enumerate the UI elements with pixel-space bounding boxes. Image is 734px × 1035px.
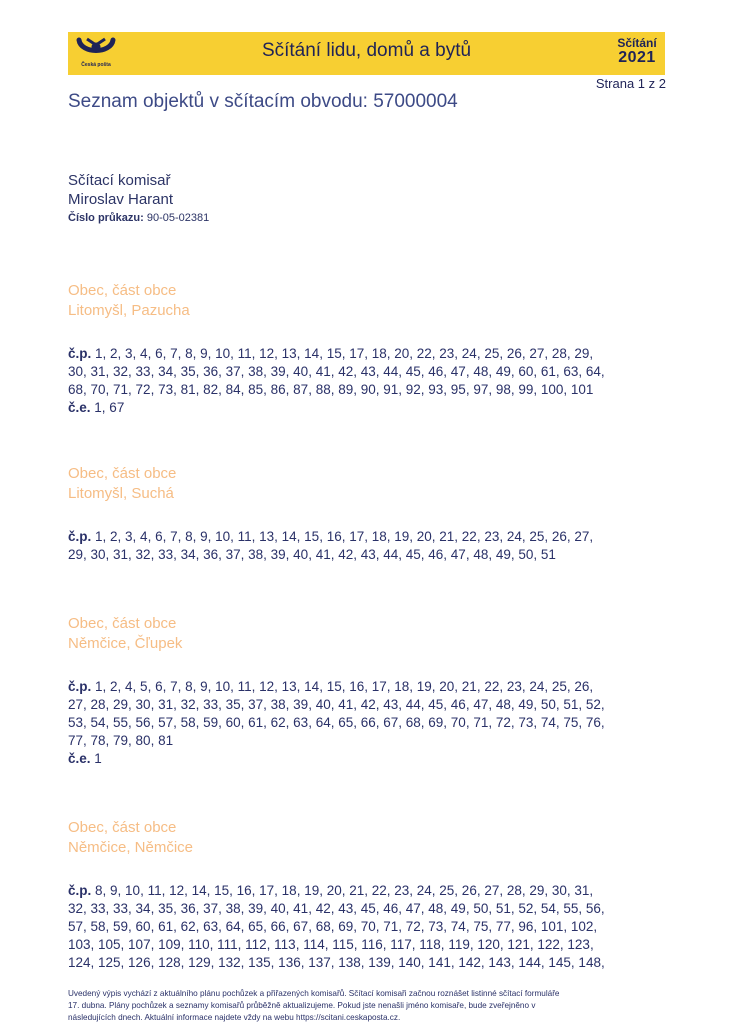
numbers-line [68, 528, 668, 546]
line-prefix: č.p. [68, 529, 92, 544]
census-logo-word: Sčítání [617, 36, 657, 50]
document-title: Seznam objektů v sčítacím obvodu: 57000004 [68, 91, 458, 112]
section-nemcice-clupek [68, 614, 668, 768]
line-text: 68, 70, 71, 72, 73, 81, 82, 84, 85, 86, 87, 88, 89, 90, 91, 92, 93, 95, 97, 98, 99, 100, 101 [68, 382, 594, 397]
numbers-line [68, 714, 668, 732]
header-title: Sčítání lidu, domů a bytů [261, 40, 472, 61]
numbers-line [68, 381, 668, 399]
line-text: 30, 31, 32, 33, 34, 35, 36, 37, 38, 39, 40, 41, 42, 43, 44, 45, 46, 47, 48, 49, 60, 61, 63, 64, [68, 364, 605, 379]
line-prefix: č.e. [68, 751, 91, 766]
line-text: 124, 125, 126, 128, 129, 132, 135, 136, 137, 138, 139, 140, 141, 142, 143, 144, 145, 148, [68, 955, 605, 970]
footer-line: 17. dubna. Plány pochůzek a seznamy komisařů průběžně aktualizujeme. Pokud jste nenašli jméno komisaře, bude zveřejněno v [68, 1001, 536, 1010]
section-litomysl-sucha [68, 464, 668, 564]
numbers-line [68, 345, 668, 363]
line-text: 1 [94, 751, 102, 766]
numbers-line [68, 546, 668, 564]
footer-note [68, 988, 668, 1024]
commissioner-id-label: Číslo průkazu: [68, 212, 144, 224]
line-text: 77, 78, 79, 80, 81 [68, 733, 174, 748]
object-numbers [68, 345, 668, 417]
numbers-line [68, 696, 668, 714]
section-place: Němčice, Němčice [68, 839, 194, 856]
object-numbers [68, 528, 668, 564]
line-text: 1, 67 [94, 400, 125, 415]
line-prefix: č.p. [68, 883, 92, 898]
section-place: Litomyšl, Pazucha [68, 302, 190, 319]
line-text: 8, 9, 10, 11, 12, 14, 15, 16, 17, 18, 19, 20, 21, 22, 23, 24, 25, 26, 27, 28, 29, 30, 31, [95, 883, 594, 898]
numbers-line [68, 732, 668, 750]
object-numbers [68, 678, 668, 768]
header-bar [68, 32, 665, 75]
footer-line: Uvedený výpis vychází z aktuálního plánu pochůzek a přiřazených komisařů. Sčítací komisaři začnou roznášet listinné sčítací formuláře [68, 989, 560, 998]
line-prefix: č.e. [68, 400, 91, 415]
section-nemcice-nemcice [68, 818, 668, 972]
page-number: Strana 1 z 2 [595, 76, 666, 91]
numbers-line [68, 918, 668, 936]
line-text: 27, 28, 29, 30, 31, 32, 33, 35, 37, 38, 39, 40, 41, 42, 43, 44, 45, 46, 47, 48, 49, 50, 51, 52, [68, 697, 605, 712]
section-place: Němčice, Čľupek [68, 635, 183, 652]
commissioner-label: Sčítací komisař [68, 172, 171, 189]
commissioner-block [68, 171, 209, 227]
line-text: 32, 33, 33, 34, 35, 36, 37, 38, 39, 40, 41, 42, 43, 45, 46, 47, 48, 49, 50, 51, 52, 54, 55, 56, [68, 901, 605, 916]
line-text: 1, 2, 3, 4, 6, 7, 8, 9, 10, 11, 12, 13, 14, 15, 17, 18, 20, 22, 23, 24, 25, 26, 27, 28, 29, [95, 346, 594, 361]
commissioner-id [68, 209, 209, 227]
section-label: Obec, část obce [68, 282, 177, 299]
line-prefix: č.p. [68, 346, 92, 361]
object-numbers [68, 882, 668, 972]
line-prefix: č.p. [68, 679, 92, 694]
numbers-line [68, 678, 668, 696]
numbers-line [68, 954, 668, 972]
line-text: 1, 2, 3, 4, 6, 7, 8, 9, 10, 11, 13, 14, 15, 16, 17, 18, 19, 20, 21, 22, 23, 24, 25, 26, 27, [95, 529, 594, 544]
line-text: 1, 2, 4, 5, 6, 7, 8, 9, 10, 11, 12, 13, 14, 15, 16, 17, 18, 19, 20, 21, 22, 23, 24, 25, 26, [95, 679, 594, 694]
section-label: Obec, část obce [68, 819, 177, 836]
numbers-line [68, 936, 668, 954]
section-label: Obec, část obce [68, 465, 177, 482]
section-place: Litomyšl, Suchá [68, 485, 174, 502]
census-2021-logo [615, 37, 659, 66]
commissioner-id-value: 90-05-02381 [146, 212, 210, 224]
numbers-line [68, 750, 668, 768]
numbers-line [68, 882, 668, 900]
line-text: 53, 54, 55, 56, 57, 58, 59, 60, 61, 62, 63, 64, 65, 66, 67, 68, 69, 70, 71, 72, 73, 74, 75, 76, [68, 715, 605, 730]
commissioner-name: Miroslav Harant [68, 191, 174, 208]
section-label: Obec, část obce [68, 615, 177, 632]
section-litomysl-pazucha [68, 281, 668, 417]
line-text: 29, 30, 31, 32, 33, 34, 36, 37, 38, 39, 40, 41, 42, 43, 44, 45, 46, 47, 48, 49, 50, 51 [68, 547, 556, 562]
line-text: 103, 105, 107, 109, 110, 111, 112, 113, 114, 115, 116, 117, 118, 119, 120, 121, 122, 123, [68, 937, 594, 952]
line-text: 57, 58, 59, 60, 61, 62, 63, 64, 65, 66, 67, 68, 69, 70, 71, 72, 73, 74, 75, 77, 96, 101, 102, [68, 919, 598, 934]
census-logo-year: 2021 [618, 49, 656, 66]
logo-text: Česká pošta [81, 62, 111, 68]
footer-line: následujících dnech. Aktuální informace najdete vždy na webu https://scitani.ceskaposta.cz. [68, 1013, 401, 1022]
numbers-line [68, 399, 668, 417]
numbers-line [68, 363, 668, 381]
numbers-line [68, 900, 668, 918]
